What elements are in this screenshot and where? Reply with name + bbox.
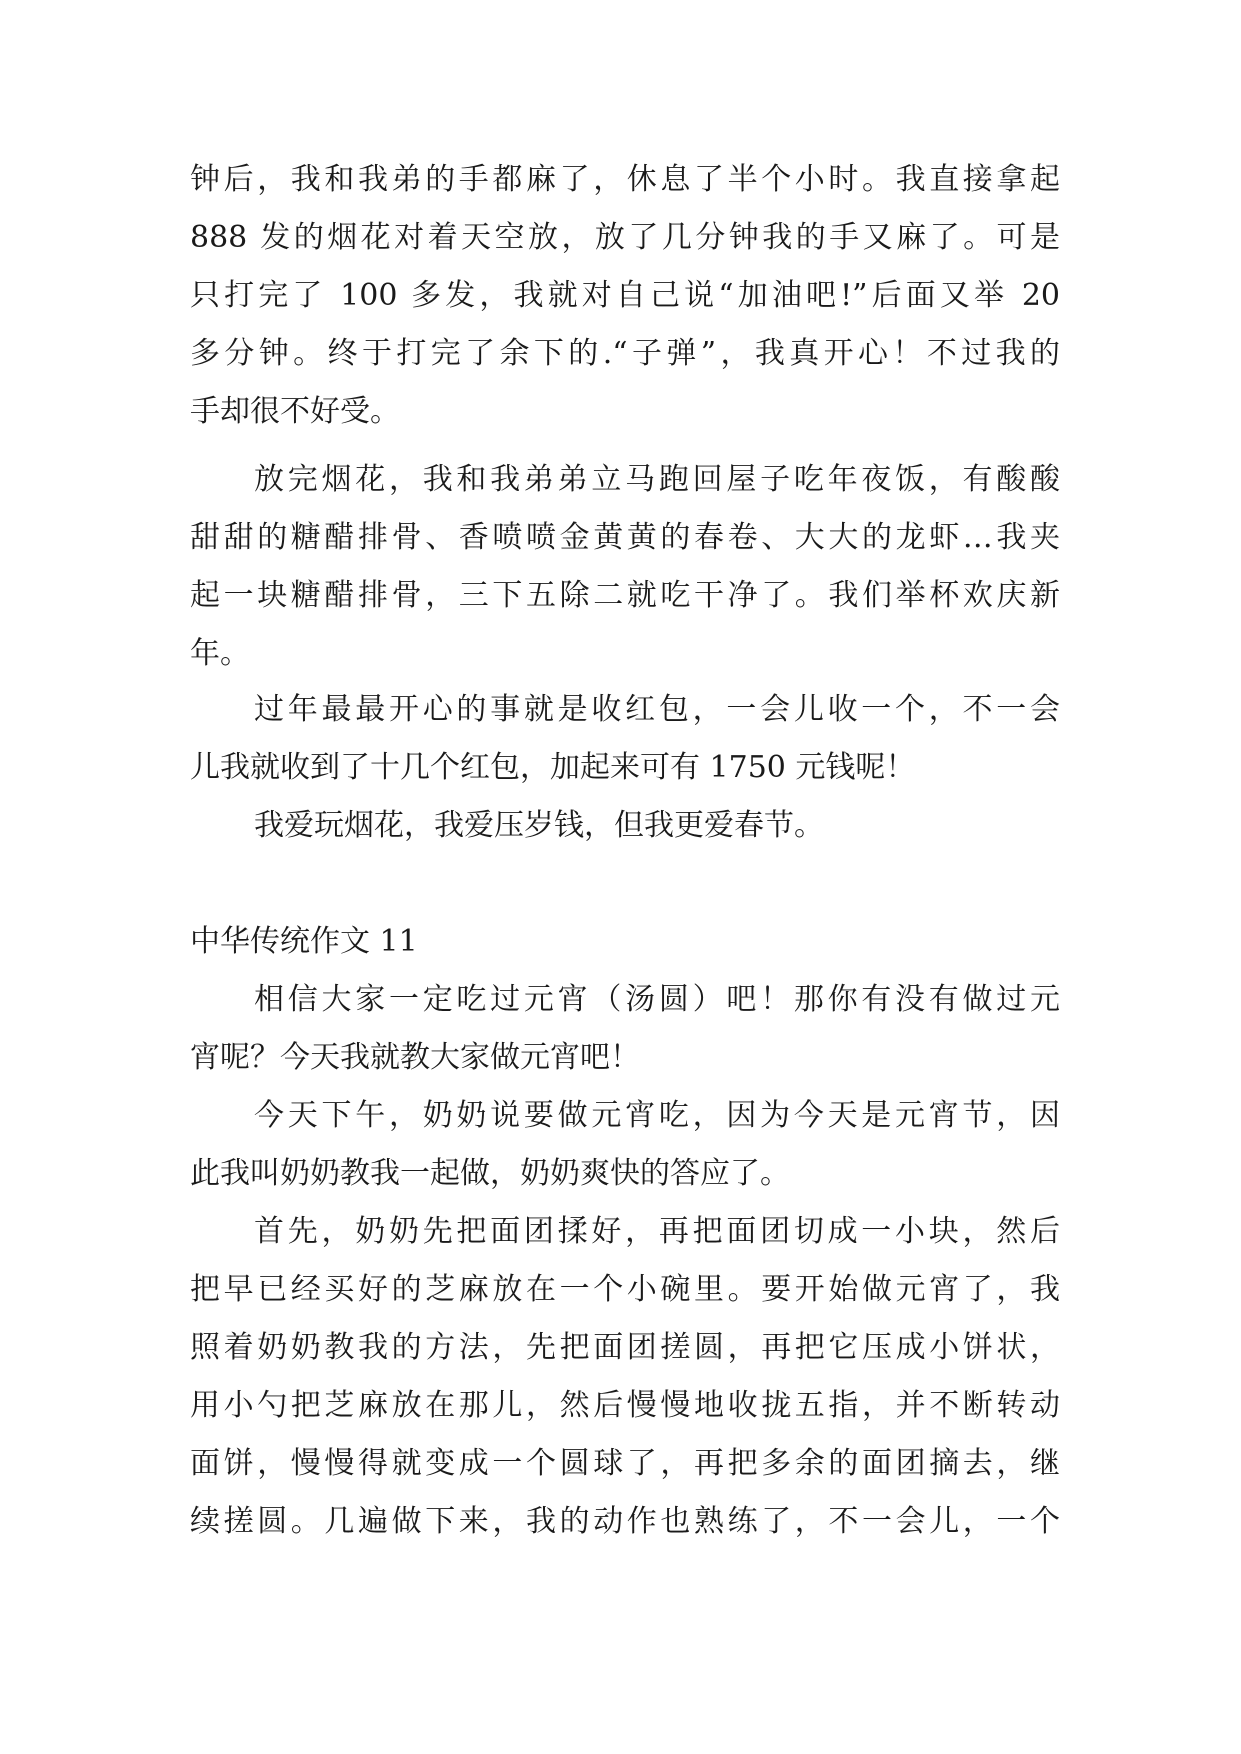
text-line: 此我叫奶奶教我一起做，奶奶爽快的答应了。 [190, 1156, 790, 1191]
paragraph-first-line: 今天下午，奶奶说要做元宵吃，因为今天是元宵节，因 [254, 1098, 1060, 1133]
text-line: 用小勺把芝麻放在那儿，然后慢慢地收拢五指，并不断转动 [190, 1388, 1060, 1423]
text-line: 手却很不好受。 [190, 394, 400, 429]
text-line: 续搓圆。几遍做下来，我的动作也熟练了，不一会儿，一个 [190, 1504, 1060, 1539]
text-line: 照着奶奶教我的方法，先把面团搓圆，再把它压成小饼状， [190, 1330, 1060, 1365]
text-line: 面饼，慢慢得就变成一个圆球了，再把多余的面团摘去，继 [190, 1446, 1060, 1481]
paragraph-first-line: 我爱玩烟花，我爱压岁钱，但我更爱春节。 [254, 808, 824, 843]
text-line: 年。 [190, 636, 250, 671]
text-line: 888 发的烟花对着天空放，放了几分钟我的手又麻了。可是 [190, 220, 1060, 255]
paragraph-first-line: 放完烟花，我和我弟弟立马跑回屋子吃年夜饭，有酸酸 [254, 462, 1060, 497]
text-line: 只打完了 100 多发，我就对自己说“加油吧!”后面又举 20 [190, 278, 1060, 313]
text-line: 多分钟。终于打完了余下的.“子弹”，我真开心！不过我的 [190, 336, 1060, 371]
text-line: 钟后，我和我弟的手都麻了，休息了半个小时。我直接拿起 [190, 162, 1060, 197]
paragraph-first-line: 过年最最开心的事就是收红包，一会儿收一个，不一会 [254, 692, 1060, 727]
text-line: 把早已经买好的芝麻放在一个小碗里。要开始做元宵了，我 [190, 1272, 1060, 1307]
section-heading: 中华传统作文 11 [190, 924, 418, 959]
text-line: 甜甜的糖醋排骨、香喷喷金黄黄的春卷、大大的龙虾…我夹 [190, 520, 1060, 555]
text-line: 儿我就收到了十几个红包，加起来可有 1750 元钱呢！ [190, 750, 916, 785]
text-line: 宵呢？今天我就教大家做元宵吧！ [190, 1040, 640, 1075]
paragraph-first-line: 相信大家一定吃过元宵（汤圆）吧！那你有没有做过元 [254, 982, 1060, 1017]
text-line: 起一块糖醋排骨，三下五除二就吃干净了。我们举杯欢庆新 [190, 578, 1060, 613]
paragraph-first-line: 首先，奶奶先把面团揉好，再把面团切成一小块，然后 [254, 1214, 1060, 1249]
